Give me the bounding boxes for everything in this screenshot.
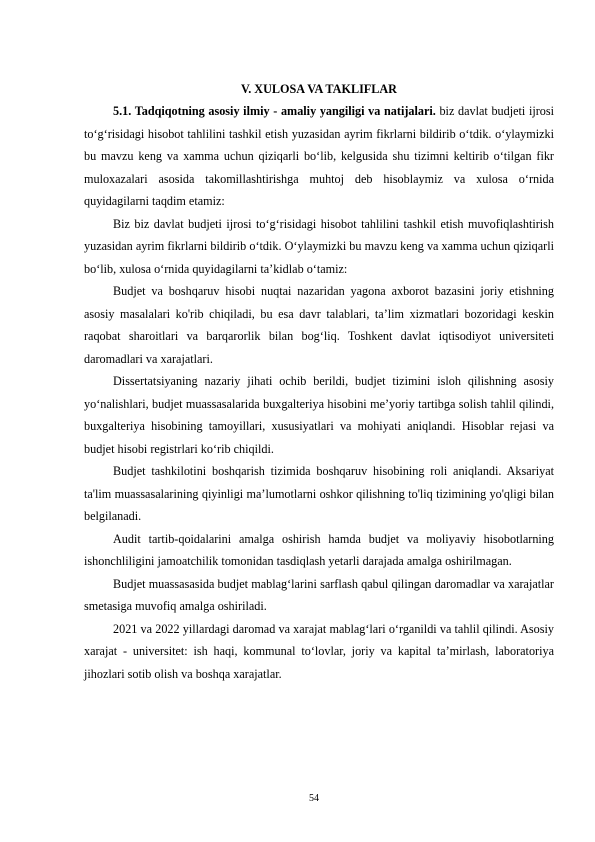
paragraph-4: Dissertatsiyaning nazariy jihati ochib berildi, budjet tizimini isloh qilishning asosiy yo‘nalishlari, budjet muassasalarida buxgalteriya hisobini me’yoriy tartibga solish tahlil qilindi, buxgalteriya hisobining tamoyillari, xususiyatlari va mohiyati aniqlandi. Hisoblar rejasi va budjet hisobi registrlari ko‘rib chiqildi.: [84, 374, 554, 456]
paragraph-8: 2021 va 2022 yillardagi daromad va xarajat mablag‘lari o‘rganildi va tahlil qilindi. Asosiy xarajat - universitet: ish haqi, kommunal to‘lovlar, joriy va kapital ta’mirlash, laboratoriya jihozlari sotib olish va boshqa xarajatlar.: [84, 621, 554, 681]
paragraph-1-lead: 5.1. Tadqiqotning asosiy ilmiy - amaliy yangiligi va natijalari.: [113, 104, 436, 118]
paragraph-1-text: biz davlat budjeti ijrosi to‘g‘risidagi hisobot tahlilini tashkil etish yuzasidan ayrim fikrlarni bildirib o‘tdik. o‘ylaymizki bu mavzu keng va xamma uchun qiziqarli bo‘lib, kelgusida shu tizimni keltirib o‘tilgan fikr muloxazalari asosida takomillashtirishga muhtoj deb hisoblaymiz va xulosa o‘rnida quyidagilarni taqdim etamiz:: [84, 104, 554, 208]
body-text: [84, 100, 554, 685]
paragraph-5: Budjet tashkilotini boshqarish tizimida boshqaruv hisobining roli aniqlandi. Aksariyat ta'lim muassasalarining qiyinligi ma’lumotlarni oshkor qilishning to'liq tizimining yo'qligi bilan belgilanadi.: [84, 464, 554, 523]
paragraph-1: [84, 100, 554, 213]
section-heading: V. XULOSA VA TAKLIFLAR: [240, 82, 397, 96]
paragraph-6: Audit tartib-qoidalarini amalga oshirish hamda budjet va moliyaviy hisobotlarning ishonchliligini jamoatchilik tomonidan tasdiqlash yetarli darajada amalga oshirilmagan.: [84, 531, 554, 568]
paragraph-7: Budjet muassasasida budjet mablag‘larini sarflash qabul qilingan daromadlar va xarajatlar smetasiga muvofiq amalga oshiriladi.: [84, 576, 554, 613]
page-number: 54: [309, 793, 319, 804]
paragraph-2: Biz biz davlat budjeti ijrosi to‘g‘risidagi hisobot tahlilini tashkil etish muvofiqlashtirish yuzasidan ayrim fikrlarni bildirib o‘tdik. O‘ylaymizki bu mavzu keng va xamma uchun qiziqarli bo‘lib, xulosa o‘rnida quyidagilarni ta’kidlab o‘tamiz:: [84, 216, 554, 276]
paragraph-3: Budjet va boshqaruv hisobi nuqtai nazaridan yagona axborot bazasini joriy etishning asosiy masalalari ko'rib chiqiladi, bu esa davr talablari, ta’lim xizmatlari bozoridagi keskin raqobat sharoitlari va barqarorlik bilan bog‘liq. Toshkent davlat iqtisodiyot universiteti daromadlari va xarajatlari.: [84, 284, 554, 366]
